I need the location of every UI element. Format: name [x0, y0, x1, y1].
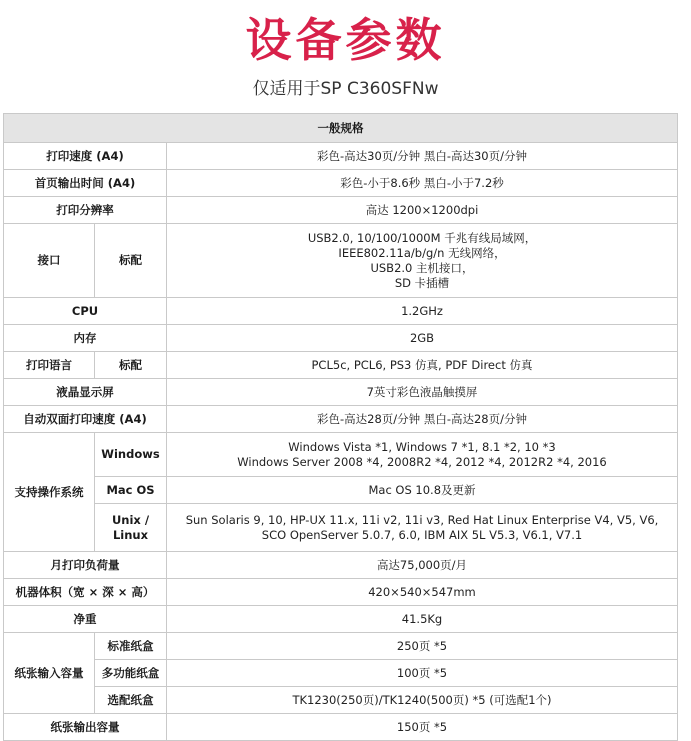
row-value: 41.5Kg [167, 606, 678, 633]
row-sublabel [95, 504, 167, 552]
row-value: 彩色-高达30页/分钟 黑白-高达30页/分钟 [167, 143, 678, 170]
table-row [4, 552, 678, 579]
value-line: USB2.0, 10/100/1000M 千兆有线局域网， [307, 230, 537, 245]
page-title: 设备参数 [245, 13, 446, 67]
row-value [167, 504, 678, 552]
row-label: 内存 [4, 325, 167, 352]
row-label: 接口 [4, 224, 95, 298]
row-value: 彩色-高达28页/分钟 黑白-高达28页/分钟 [167, 406, 678, 433]
row-value: 100页 *5 [167, 660, 678, 687]
table-row [4, 298, 678, 325]
row-value: 高达75,000页/月 [167, 552, 678, 579]
row-sublabel: 多功能纸盒 [95, 660, 167, 687]
row-label: 净重 [4, 606, 167, 633]
row-label: 打印语言 [4, 352, 95, 379]
value-line: SCO OpenServer 5.0.7, 6.0, IBM AIX 5L V5.3, V6.1, V7.1 [261, 527, 583, 542]
table-row [4, 477, 678, 504]
row-label: 机器体积（宽 × 深 × 高） [4, 579, 167, 606]
row-value [167, 433, 678, 477]
row-label: 月打印负荷量 [4, 552, 167, 579]
row-label: 纸张输出容量 [4, 714, 167, 741]
value-line: Windows Vista *1, Windows 7 *1, 8.1 *2, 10 *3 [288, 439, 556, 454]
row-label: CPU [4, 298, 167, 325]
table-row [4, 143, 678, 170]
row-value: 150页 *5 [167, 714, 678, 741]
row-value: PCL5c, PCL6, PS3 仿真, PDF Direct 仿真 [167, 352, 678, 379]
row-label: 自动双面打印速度 (A4) [4, 406, 167, 433]
value-line: USB2.0 主机接口， [370, 260, 474, 275]
row-value: 250页 *5 [167, 633, 678, 660]
row-value: 2GB [167, 325, 678, 352]
row-sublabel: 标配 [95, 352, 167, 379]
row-label: 支持操作系统 [4, 433, 95, 552]
spec-table [3, 113, 678, 741]
row-value: 高达 1200×1200dpi [167, 197, 678, 224]
row-label: 打印速度 (A4) [4, 143, 167, 170]
table-row [4, 170, 678, 197]
table-row [4, 579, 678, 606]
table-row [4, 352, 678, 379]
row-sublabel: Windows [95, 433, 167, 477]
row-sublabel: 标准纸盒 [95, 633, 167, 660]
table-row [4, 504, 678, 552]
table-row [4, 224, 678, 298]
table-row [4, 687, 678, 714]
table-row [4, 406, 678, 433]
table-row [4, 633, 678, 660]
row-label: 打印分辨率 [4, 197, 167, 224]
value-line: Windows Server 2008 *4, 2008R2 *4, 2012 *4, 2012R2 *4, 2016 [237, 454, 607, 469]
section-header: 一般规格 [4, 114, 678, 143]
row-value: 7英寸彩色液晶触摸屏 [167, 379, 678, 406]
row-sublabel: Mac OS [95, 477, 167, 504]
table-row [4, 197, 678, 224]
table-header-row [4, 114, 678, 143]
row-value: TK1230(250页)/TK1240(500页) *5 (可选配1个) [167, 687, 678, 714]
table-row [4, 714, 678, 741]
row-value [167, 224, 678, 298]
sublabel-line: Linux [112, 527, 149, 542]
row-label: 液晶显示屏 [4, 379, 167, 406]
row-value: 彩色-小于8.6秒 黑白-小于7.2秒 [167, 170, 678, 197]
table-row [4, 660, 678, 687]
page-subtitle: 仅适用于SP C360SFNw [252, 79, 439, 99]
row-value: 420×540×547mm [167, 579, 678, 606]
value-line: Sun Solaris 9, 10, HP-UX 11.x, 11i v2, 11i v3, Red Hat Linux Enterprise V4, V5, V6, [185, 512, 659, 527]
table-row [4, 379, 678, 406]
row-sublabel: 标配 [95, 224, 167, 298]
value-line: SD 卡插槽 [394, 275, 450, 290]
table-row [4, 433, 678, 477]
table-row [4, 325, 678, 352]
sublabel-line: Unix / [111, 512, 150, 527]
row-value: Mac OS 10.8及更新 [167, 477, 678, 504]
row-label: 纸张输入容量 [4, 633, 95, 714]
table-row [4, 606, 678, 633]
row-sublabel: 选配纸盒 [95, 687, 167, 714]
row-label: 首页输出时间 (A4) [4, 170, 167, 197]
row-value: 1.2GHz [167, 298, 678, 325]
value-line: IEEE802.11a/b/g/n 无线网络， [338, 245, 506, 260]
